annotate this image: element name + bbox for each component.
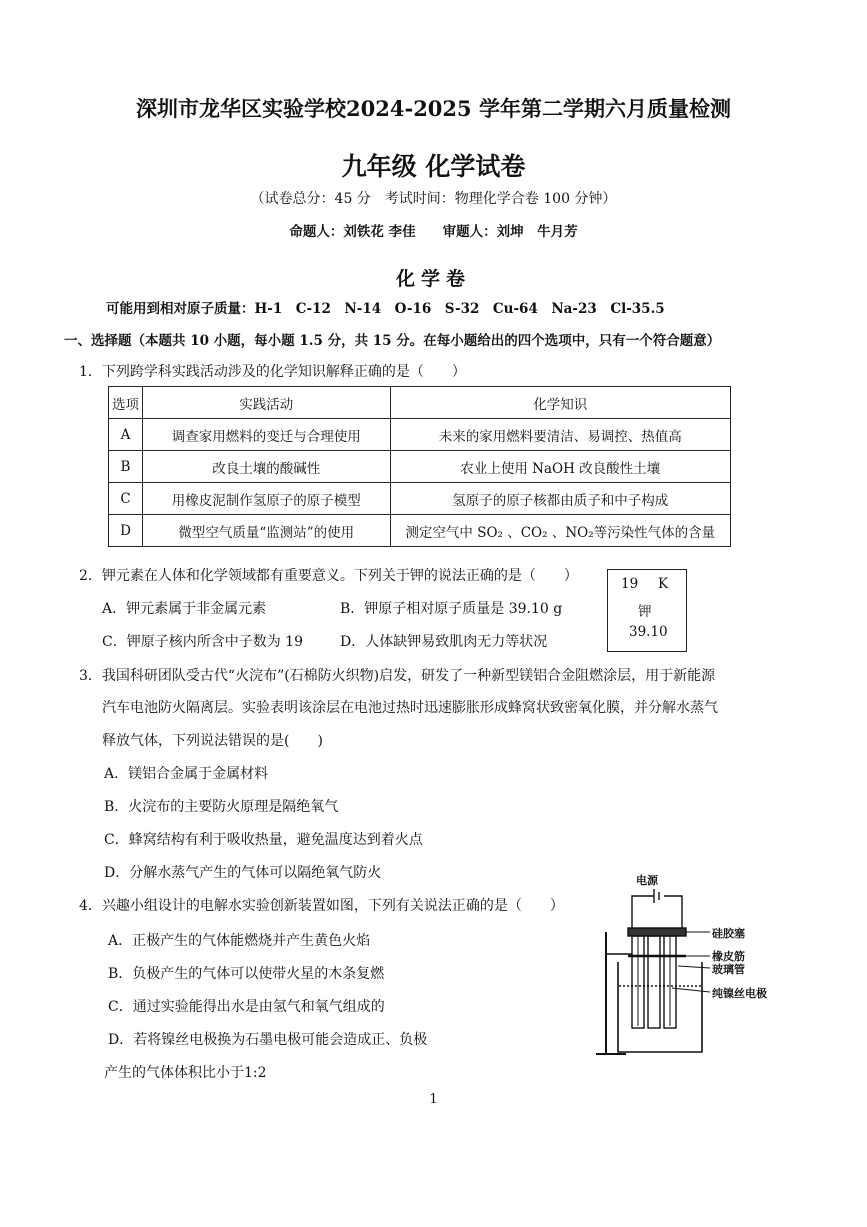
table-cell: 农业上使用 NaOH 改良酸性土壤 (390, 451, 730, 483)
question-4-stem: 4．兴趣小组设计的电解水实验创新装置如图，下列有关说法正确的是（ ） (79, 898, 564, 914)
exam-sub-title: 九年级 化学试卷 (341, 152, 526, 181)
table-row (109, 515, 731, 547)
element-symbol: K (658, 576, 669, 592)
question-3-stem-line: 汽车电池防火隔离层。实验表明该涂层在电池过热时迅速膨胀形成蜂窝状致密氧化膜，并分解水蒸气 (102, 700, 718, 716)
section-title: 化学卷 (395, 268, 471, 290)
figure-label-power: 电源 (636, 874, 658, 887)
table-cell: A (109, 419, 143, 451)
electrolysis-apparatus-figure (590, 870, 780, 1060)
exam-main-title: 深圳市龙华区实验学校2024-2025 学年第二学期六月质量检测 (136, 96, 731, 121)
question-3-option-c: C．蜂窝结构有利于吸收热量，避免温度达到着火点 (104, 832, 423, 848)
table-cell: B (109, 451, 143, 483)
table-cell: C (109, 483, 143, 515)
table-cell: 改良土壤的酸碱性 (142, 451, 390, 483)
part-one-heading: 一、选择题（本题共 10 小题，每小题 1.5 分，共 15 分。在每小题给出的四个选项中，只有一个符合题意） (64, 333, 721, 349)
question-2-option-a: A．钾元素属于非金属元素 (102, 601, 267, 617)
table-row (109, 451, 731, 483)
figure-label-stopper: 硅胶塞 (712, 927, 745, 940)
table-cell: 用橡皮泥制作氢原子的原子模型 (142, 483, 390, 515)
table-cell: 调查家用燃料的变迁与合理使用 (142, 419, 390, 451)
question-3-option-b: B．火浣布的主要防火原理是隔绝氧气 (104, 799, 339, 815)
exam-authors: 命题人：刘铁花 李佳 审题人：刘坤 牛月芳 (289, 224, 578, 240)
table-cell: 氢原子的原子核都由质子和中子构成 (390, 483, 730, 515)
question-4-option-b: B．负极产生的气体可以使带火星的木条复燃 (108, 966, 385, 982)
question-1-table (108, 386, 731, 547)
figure-label-electrode: 纯镍丝电极 (712, 987, 767, 1000)
figure-label-tube: 玻璃管 (712, 963, 745, 976)
element-name: 钾 (638, 604, 652, 620)
question-4-option-c: C．通过实验能得出水是由氢气和氧气组成的 (108, 999, 385, 1015)
question-2-option-b: B．钾原子相对原子质量是 39.10 g (340, 601, 563, 617)
table-cell: D (109, 515, 143, 547)
potassium-element-card (607, 569, 687, 652)
element-atomic-mass: 39.10 (629, 624, 668, 640)
question-4-option-d: D．若将镍丝电极换为石墨电极可能会造成正、负极 (108, 1032, 428, 1048)
question-2-option-d: D．人体缺钾易致肌肉无力等状况 (340, 634, 548, 650)
question-2-option-c: C．钾原子核内所含中子数为 19 (102, 634, 303, 650)
exam-info: （试卷总分：45 分 考试时间：物理化学合卷 100 分钟） (250, 191, 617, 207)
question-2-stem: 2．钾元素在人体和化学领域都有重要意义。下列关于钾的说法正确的是（ ） (79, 568, 578, 584)
table-header-cell: 化学知识 (390, 387, 730, 419)
question-1-stem: 1．下列跨学科实践活动涉及的化学知识解释正确的是（ ） (79, 364, 466, 380)
table-header-cell: 实践活动 (142, 387, 390, 419)
table-header-row (109, 387, 731, 419)
element-atomic-number: 19 (621, 576, 639, 592)
question-3-option-a: A．镁铝合金属于金属材料 (104, 766, 269, 782)
page-number: 1 (429, 1092, 438, 1107)
question-4-option-a: A．正极产生的气体能燃烧并产生黄色火焰 (108, 933, 371, 949)
table-row (109, 483, 731, 515)
table-cell: 测定空气中 SO₂ 、CO₂ 、NO₂等污染性气体的含量 (390, 515, 730, 547)
question-3-option-d: D．分解水蒸气产生的气体可以隔绝氧气防火 (104, 865, 382, 881)
question-3-stem-line: 释放气体，下列说法错误的是( ) (102, 733, 323, 749)
table-cell: 微型空气质量“监测站”的使用 (142, 515, 390, 547)
atomic-mass-list: 可能用到相对原子质量：H-1 C-12 N-14 O-16 S-32 Cu-64 Na-23 Cl-35.5 (106, 301, 665, 317)
question-4-option-d-continuation: 产生的气体体积比小于1:2 (104, 1065, 267, 1081)
table-row (109, 419, 731, 451)
table-header-cell: 选项 (109, 387, 143, 419)
figure-label-band: 橡皮筋 (712, 950, 745, 963)
question-3-stem-line: 3．我国科研团队受古代“火浣布”(石棉防火织物)启发，研发了一种新型镁铝合金阻燃涂层，用于新能源 (79, 668, 716, 684)
table-cell: 未来的家用燃料要清洁、易调控、热值高 (390, 419, 730, 451)
